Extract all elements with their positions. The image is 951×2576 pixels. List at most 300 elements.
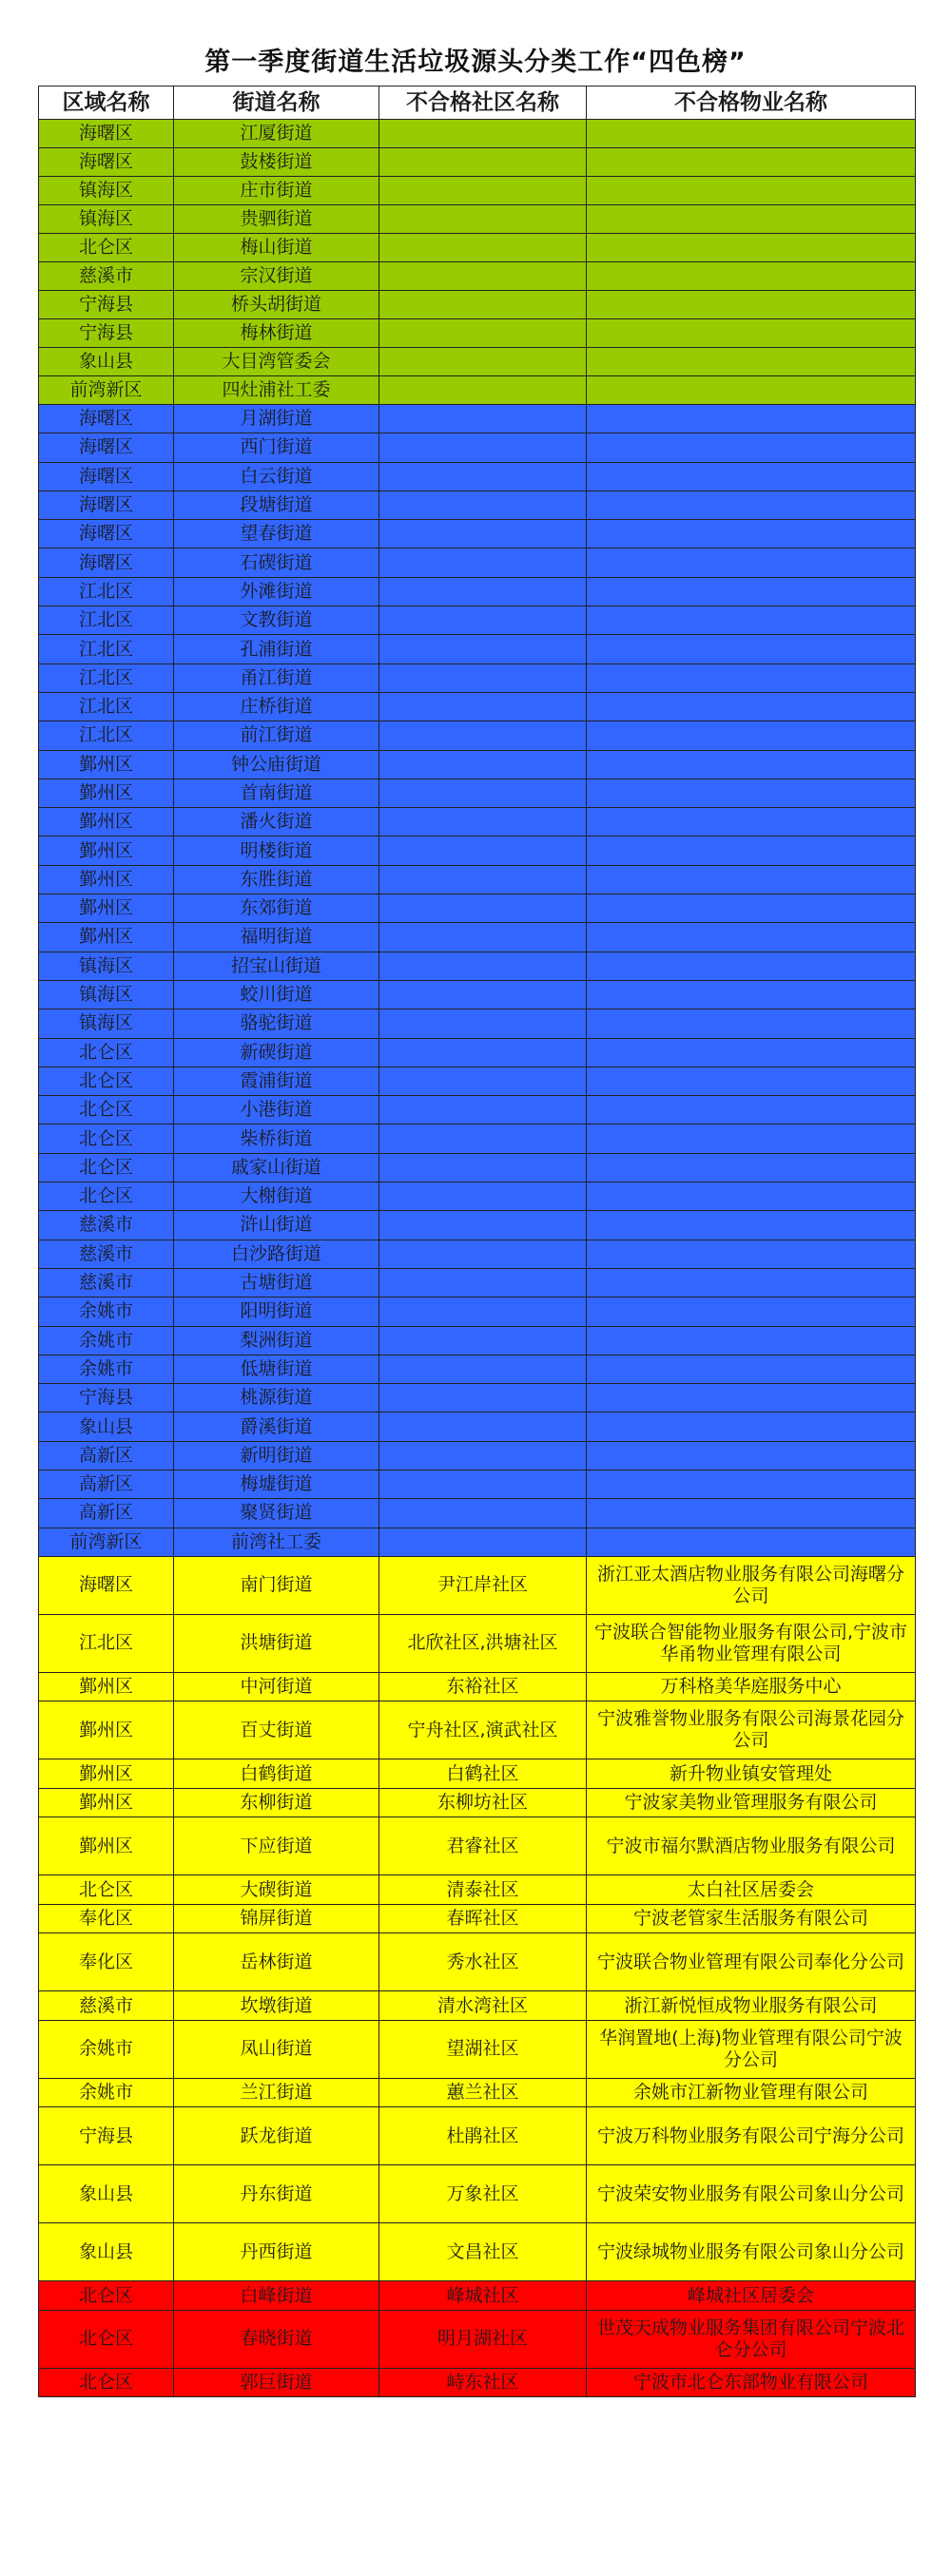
district-cell: 江北区: [39, 577, 174, 606]
table-row-blue: [39, 635, 916, 663]
table-body: [39, 87, 916, 2397]
property-cell: 世茂天成物业服务集团有限公司宁波北仑分公司: [587, 2310, 916, 2368]
community-cell: 白鹤社区: [379, 1759, 587, 1789]
street-cell: 南门街道: [174, 1556, 379, 1614]
street-cell: 庄市街道: [174, 177, 379, 205]
property-cell: [587, 1125, 916, 1153]
property-cell: [587, 548, 916, 577]
community-cell: [379, 148, 587, 177]
district-cell: 北仑区: [39, 1125, 174, 1153]
community-cell: [379, 1211, 587, 1240]
table-row-yellow: [39, 1614, 916, 1672]
property-cell: 宁波联合物业管理有限公司奉化分公司: [587, 1933, 916, 1991]
street-cell: 桥头胡街道: [174, 291, 379, 319]
street-cell: 春晓街道: [174, 2310, 379, 2368]
district-cell: 鄞州区: [39, 1788, 174, 1817]
district-cell: 高新区: [39, 1441, 174, 1470]
district-cell: 鄞州区: [39, 865, 174, 894]
district-cell: 海曙区: [39, 405, 174, 433]
header-property: 不合格物业名称: [587, 87, 916, 120]
table-row-blue: [39, 1326, 916, 1355]
street-cell: 中河街道: [174, 1672, 379, 1701]
district-cell: 北仑区: [39, 234, 174, 262]
table-row-blue: [39, 692, 916, 721]
table-row-blue: [39, 1268, 916, 1297]
community-cell: [379, 692, 587, 721]
property-cell: [587, 1153, 916, 1182]
property-cell: [587, 1067, 916, 1095]
street-cell: 洪塘街道: [174, 1614, 379, 1672]
table-row-yellow: [39, 1991, 916, 2021]
district-cell: 慈溪市: [39, 1268, 174, 1297]
district-cell: 北仑区: [39, 1038, 174, 1067]
community-cell: [379, 779, 587, 807]
district-cell: 海曙区: [39, 148, 174, 177]
header-district: 区域名称: [39, 87, 174, 120]
community-cell: [379, 1441, 587, 1470]
district-cell: 余姚市: [39, 2020, 174, 2078]
property-cell: 峰城社区居委会: [587, 2281, 916, 2311]
page-title: 第一季度街道生活垃圾源头分类工作“四色榜”: [204, 48, 747, 77]
street-cell: 月湖街道: [174, 405, 379, 433]
property-cell: [587, 1211, 916, 1240]
community-cell: [379, 952, 587, 980]
street-cell: 招宝山街道: [174, 952, 379, 980]
property-cell: [587, 1499, 916, 1528]
community-cell: [379, 1528, 587, 1556]
district-cell: 余姚市: [39, 1326, 174, 1355]
street-cell: 白峰街道: [174, 2281, 379, 2311]
property-cell: [587, 1413, 916, 1441]
community-cell: [379, 291, 587, 319]
street-cell: 宗汉街道: [174, 262, 379, 291]
property-cell: [587, 577, 916, 606]
property-cell: 宁波市福尔默酒店物业服务有限公司: [587, 1817, 916, 1875]
property-cell: [587, 1038, 916, 1067]
street-cell: 梅林街道: [174, 319, 379, 348]
table-row-blue: [39, 865, 916, 894]
district-cell: 鄞州区: [39, 894, 174, 923]
district-cell: 江北区: [39, 1614, 174, 1672]
district-cell: 北仑区: [39, 2281, 174, 2311]
district-cell: 余姚市: [39, 1355, 174, 1383]
district-cell: 海曙区: [39, 433, 174, 462]
table-row-blue: [39, 1038, 916, 1067]
community-cell: 君睿社区: [379, 1817, 587, 1875]
street-cell: 大榭街道: [174, 1182, 379, 1211]
street-cell: 低塘街道: [174, 1355, 379, 1383]
street-cell: 桃源街道: [174, 1384, 379, 1413]
property-cell: 宁波荣安物业服务有限公司象山分公司: [587, 2165, 916, 2223]
community-cell: [379, 663, 587, 692]
district-cell: 高新区: [39, 1470, 174, 1498]
district-cell: 鄞州区: [39, 779, 174, 807]
street-cell: 孔浦街道: [174, 635, 379, 663]
table-row-blue: [39, 548, 916, 577]
property-cell: [587, 836, 916, 865]
street-cell: 石碶街道: [174, 548, 379, 577]
street-cell: 庄桥街道: [174, 692, 379, 721]
property-cell: [587, 1528, 916, 1556]
property-cell: 宁波老管家生活服务有限公司: [587, 1904, 916, 1933]
district-cell: 慈溪市: [39, 1240, 174, 1268]
table-row-yellow: [39, 1701, 916, 1759]
community-cell: [379, 520, 587, 548]
property-cell: 宁波万科物业服务有限公司宁海分公司: [587, 2107, 916, 2165]
district-cell: 北仑区: [39, 1153, 174, 1182]
property-cell: 华润置地(上海)物业管理有限公司宁波分公司: [587, 2020, 916, 2078]
district-cell: 江北区: [39, 663, 174, 692]
table-row-blue: [39, 1153, 916, 1182]
district-cell: 鄞州区: [39, 923, 174, 952]
table-row-yellow: [39, 1759, 916, 1789]
table-row-green: [39, 148, 916, 177]
street-cell: 望春街道: [174, 520, 379, 548]
property-cell: [587, 663, 916, 692]
table-row-blue: [39, 1009, 916, 1038]
district-cell: 宁海县: [39, 2107, 174, 2165]
street-cell: 丹西街道: [174, 2223, 379, 2281]
district-cell: 鄞州区: [39, 1817, 174, 1875]
district-cell: 慈溪市: [39, 1991, 174, 2021]
community-cell: 峰城社区: [379, 2281, 587, 2311]
property-cell: [587, 120, 916, 148]
district-cell: 宁海县: [39, 291, 174, 319]
table-row-yellow: [39, 2020, 916, 2078]
community-cell: [379, 836, 587, 865]
community-cell: 峙东社区: [379, 2368, 587, 2397]
district-cell: 海曙区: [39, 548, 174, 577]
street-cell: 古塘街道: [174, 1268, 379, 1297]
street-cell: 梨洲街道: [174, 1326, 379, 1355]
table-row-red: [39, 2368, 916, 2397]
property-cell: 浙江亚太酒店物业服务有限公司海曙分公司: [587, 1556, 916, 1614]
street-cell: 锦屏街道: [174, 1904, 379, 1933]
community-cell: [379, 865, 587, 894]
street-cell: 前湾社工委: [174, 1528, 379, 1556]
property-cell: 宁波绿城物业服务有限公司象山分公司: [587, 2223, 916, 2281]
community-cell: [379, 1067, 587, 1095]
property-cell: [587, 405, 916, 433]
street-cell: 东郊街道: [174, 894, 379, 923]
district-cell: 鄞州区: [39, 836, 174, 865]
table-row-blue: [39, 577, 916, 606]
street-cell: 岳林街道: [174, 1933, 379, 1991]
street-cell: 聚贤街道: [174, 1499, 379, 1528]
property-cell: [587, 1268, 916, 1297]
district-cell: 北仑区: [39, 1182, 174, 1211]
table-row-yellow: [39, 1672, 916, 1701]
district-cell: 象山县: [39, 348, 174, 376]
street-cell: 段塘街道: [174, 490, 379, 519]
table-row-blue: [39, 779, 916, 807]
district-cell: 北仑区: [39, 1067, 174, 1095]
community-cell: [379, 348, 587, 376]
table-row-blue: [39, 1528, 916, 1556]
table-row-blue: [39, 490, 916, 519]
street-cell: 大目湾管委会: [174, 348, 379, 376]
district-cell: 江北区: [39, 606, 174, 635]
table-row-red: [39, 2310, 916, 2368]
district-cell: 鄞州区: [39, 1701, 174, 1759]
table-row-yellow: [39, 1556, 916, 1614]
property-cell: [587, 606, 916, 635]
street-cell: 西门街道: [174, 433, 379, 462]
district-cell: 江北区: [39, 692, 174, 721]
community-cell: 秀水社区: [379, 1933, 587, 1991]
street-cell: 白鹤街道: [174, 1759, 379, 1789]
district-cell: 象山县: [39, 2223, 174, 2281]
header-street: 街道名称: [174, 87, 379, 120]
community-cell: 明月湖社区: [379, 2310, 587, 2368]
street-cell: 小港街道: [174, 1096, 379, 1125]
district-cell: 鄞州区: [39, 750, 174, 779]
community-cell: 尹江岸社区: [379, 1556, 587, 1614]
table-row-blue: [39, 1240, 916, 1268]
table-row-blue: [39, 462, 916, 490]
property-cell: [587, 894, 916, 923]
table-row-blue: [39, 405, 916, 433]
table-row-green: [39, 205, 916, 234]
table-row-yellow: [39, 2078, 916, 2107]
community-cell: [379, 1153, 587, 1182]
street-cell: 坎墩街道: [174, 1991, 379, 2021]
district-cell: 镇海区: [39, 952, 174, 980]
community-cell: [379, 205, 587, 234]
district-cell: 镇海区: [39, 980, 174, 1009]
table-row-blue: [39, 1125, 916, 1153]
table-row-green: [39, 319, 916, 348]
district-cell: 前湾新区: [39, 376, 174, 405]
table-row-blue: [39, 1470, 916, 1498]
property-cell: [587, 923, 916, 952]
community-cell: 蕙兰社区: [379, 2078, 587, 2107]
table-row-green: [39, 120, 916, 148]
district-cell: 鄞州区: [39, 808, 174, 836]
table-row-blue: [39, 606, 916, 635]
property-cell: [587, 234, 916, 262]
district-cell: 北仑区: [39, 1096, 174, 1125]
header-community: 不合格社区名称: [379, 87, 587, 120]
community-cell: [379, 1038, 587, 1067]
community-cell: 清泰社区: [379, 1875, 587, 1905]
district-cell: 前湾新区: [39, 1528, 174, 1556]
community-cell: [379, 548, 587, 577]
community-cell: 文昌社区: [379, 2223, 587, 2281]
community-cell: 东柳坊社区: [379, 1788, 587, 1817]
street-cell: 甬江街道: [174, 663, 379, 692]
street-cell: 四灶浦社工委: [174, 376, 379, 405]
district-cell: 象山县: [39, 2165, 174, 2223]
community-cell: 杜鹃社区: [379, 2107, 587, 2165]
district-cell: 北仑区: [39, 1875, 174, 1905]
community-cell: [379, 376, 587, 405]
street-cell: 下应街道: [174, 1817, 379, 1875]
street-cell: 福明街道: [174, 923, 379, 952]
street-cell: 新明街道: [174, 1441, 379, 1470]
community-cell: [379, 923, 587, 952]
street-cell: 霞浦街道: [174, 1067, 379, 1095]
street-cell: 蛟川街道: [174, 980, 379, 1009]
property-cell: [587, 520, 916, 548]
table-row-red: [39, 2281, 916, 2311]
table-row-yellow: [39, 1817, 916, 1875]
property-cell: 新升物业镇安管理处: [587, 1759, 916, 1789]
district-cell: 北仑区: [39, 2310, 174, 2368]
community-cell: [379, 1355, 587, 1383]
street-cell: 百丈街道: [174, 1701, 379, 1759]
community-cell: [379, 1384, 587, 1413]
street-cell: 外滩街道: [174, 577, 379, 606]
table-row-blue: [39, 520, 916, 548]
district-cell: 高新区: [39, 1499, 174, 1528]
community-cell: 万象社区: [379, 2165, 587, 2223]
community-cell: [379, 1326, 587, 1355]
property-cell: [587, 462, 916, 490]
four-color-ranking-table: [38, 86, 916, 2397]
table-row-blue: [39, 433, 916, 462]
community-cell: [379, 808, 587, 836]
community-cell: [379, 635, 587, 663]
community-cell: [379, 319, 587, 348]
district-cell: 宁海县: [39, 1384, 174, 1413]
table-row-green: [39, 177, 916, 205]
community-cell: 望湖社区: [379, 2020, 587, 2078]
community-cell: [379, 721, 587, 750]
property-cell: [587, 291, 916, 319]
district-cell: 镇海区: [39, 205, 174, 234]
community-cell: [379, 1009, 587, 1038]
table-row-yellow: [39, 1788, 916, 1817]
property-cell: [587, 348, 916, 376]
table-row-yellow: [39, 2165, 916, 2223]
property-cell: [587, 1096, 916, 1125]
table-row-yellow: [39, 2223, 916, 2281]
street-cell: 文教街道: [174, 606, 379, 635]
district-cell: 奉化区: [39, 1904, 174, 1933]
table-row-blue: [39, 952, 916, 980]
district-cell: 江北区: [39, 635, 174, 663]
street-cell: 梅山街道: [174, 234, 379, 262]
community-cell: [379, 1470, 587, 1498]
property-cell: 浙江新悦恒成物业服务有限公司: [587, 1991, 916, 2021]
property-cell: [587, 205, 916, 234]
table-row-green: [39, 262, 916, 291]
property-cell: 宁波家美物业管理服务有限公司: [587, 1788, 916, 1817]
street-cell: 白沙路街道: [174, 1240, 379, 1268]
table-row-blue: [39, 808, 916, 836]
street-cell: 钟公庙街道: [174, 750, 379, 779]
property-cell: [587, 1240, 916, 1268]
community-cell: [379, 1499, 587, 1528]
table-row-blue: [39, 923, 916, 952]
table-header-row: [39, 87, 916, 120]
district-cell: 宁海县: [39, 319, 174, 348]
district-cell: 海曙区: [39, 1556, 174, 1614]
table-row-blue: [39, 1096, 916, 1125]
street-cell: 大碶街道: [174, 1875, 379, 1905]
street-cell: 白云街道: [174, 462, 379, 490]
street-cell: 郭巨街道: [174, 2368, 379, 2397]
table-row-blue: [39, 721, 916, 750]
community-cell: [379, 405, 587, 433]
district-cell: 慈溪市: [39, 1211, 174, 1240]
community-cell: [379, 750, 587, 779]
district-cell: 镇海区: [39, 177, 174, 205]
street-cell: 新碶街道: [174, 1038, 379, 1067]
table-row-green: [39, 376, 916, 405]
property-cell: 宁波市北仑东部物业有限公司: [587, 2368, 916, 2397]
district-cell: 镇海区: [39, 1009, 174, 1038]
table-row-yellow: [39, 1933, 916, 1991]
property-cell: [587, 148, 916, 177]
district-cell: 象山县: [39, 1413, 174, 1441]
community-cell: [379, 1125, 587, 1153]
community-cell: [379, 490, 587, 519]
table-row-blue: [39, 663, 916, 692]
community-cell: 东裕社区: [379, 1672, 587, 1701]
street-cell: 跃龙街道: [174, 2107, 379, 2165]
street-cell: 前江街道: [174, 721, 379, 750]
property-cell: 宁波联合智能物业服务有限公司,宁波市华甬物业管理有限公司: [587, 1614, 916, 1672]
property-cell: [587, 433, 916, 462]
street-cell: 骆驼街道: [174, 1009, 379, 1038]
community-cell: [379, 433, 587, 462]
property-cell: [587, 865, 916, 894]
table-row-yellow: [39, 2107, 916, 2165]
table-row-blue: [39, 1211, 916, 1240]
community-cell: [379, 606, 587, 635]
district-cell: 鄞州区: [39, 1759, 174, 1789]
community-cell: [379, 1268, 587, 1297]
community-cell: [379, 1413, 587, 1441]
community-cell: [379, 894, 587, 923]
property-cell: [587, 1384, 916, 1413]
street-cell: 凤山街道: [174, 2020, 379, 2078]
community-cell: 春晖社区: [379, 1904, 587, 1933]
property-cell: [587, 692, 916, 721]
district-cell: 慈溪市: [39, 262, 174, 291]
table-row-yellow: [39, 1904, 916, 1933]
street-cell: 浒山街道: [174, 1211, 379, 1240]
street-cell: 东胜街道: [174, 865, 379, 894]
property-cell: 余姚市江新物业管理有限公司: [587, 2078, 916, 2107]
district-cell: 海曙区: [39, 520, 174, 548]
table-row-blue: [39, 1384, 916, 1413]
property-cell: [587, 1441, 916, 1470]
table-row-blue: [39, 980, 916, 1009]
community-cell: [379, 1298, 587, 1326]
table-row-blue: [39, 1499, 916, 1528]
community-cell: [379, 980, 587, 1009]
table-row-blue: [39, 750, 916, 779]
community-cell: 北欣社区,洪塘社区: [379, 1614, 587, 1672]
table-row-blue: [39, 1355, 916, 1383]
district-cell: 海曙区: [39, 490, 174, 519]
property-cell: 万科格美华庭服务中心: [587, 1672, 916, 1701]
property-cell: [587, 1326, 916, 1355]
community-cell: [379, 577, 587, 606]
property-cell: [587, 262, 916, 291]
table-row-yellow: [39, 1875, 916, 1905]
community-cell: [379, 1240, 587, 1268]
district-cell: 余姚市: [39, 2078, 174, 2107]
property-cell: [587, 980, 916, 1009]
property-cell: [587, 1182, 916, 1211]
community-cell: [379, 462, 587, 490]
property-cell: [587, 779, 916, 807]
property-cell: 宁波雅誉物业服务有限公司海景花园分公司: [587, 1701, 916, 1759]
